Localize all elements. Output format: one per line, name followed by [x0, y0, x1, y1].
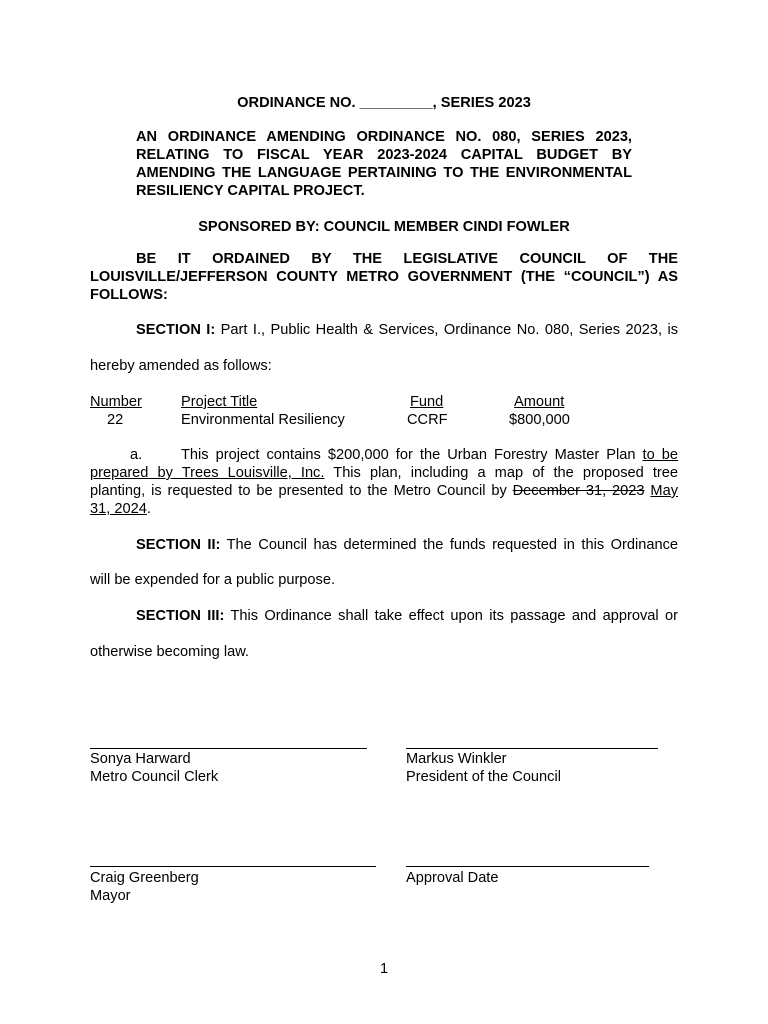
title-line: AMENDING THE LANGUAGE PERTAINING TO THE ENVIRONMENTAL — [136, 165, 632, 181]
section-3-line-1 — [136, 607, 678, 625]
paragraph-a-text: This plan, including a map of the proposed tree — [324, 465, 679, 481]
row-fund: CCRF — [407, 412, 448, 428]
section-3-text: This Ordinance shall take effect upon its passage and approval or — [224, 608, 679, 624]
sponsor-line: SPONSORED BY: COUNCIL MEMBER CINDI FOWLER — [198, 219, 570, 235]
signature-line-clerk — [90, 748, 367, 749]
inserted-text: to be — [642, 447, 678, 463]
clerk-title: Metro Council Clerk — [90, 769, 219, 785]
inserted-text: prepared by Trees Louisville, Inc. — [90, 465, 325, 481]
table-header-amount: Amount — [514, 394, 565, 410]
section-1-label: SECTION I: — [136, 322, 216, 338]
clerk-name: Sonya Harward — [90, 751, 191, 767]
page-number: 1 — [379, 961, 389, 977]
section-1-line-1 — [136, 321, 678, 339]
table-header-number: Number — [90, 394, 142, 410]
signature-line-mayor — [90, 866, 376, 867]
president-title: President of the Council — [406, 769, 561, 785]
project-table — [90, 393, 678, 433]
paragraph-a-text: planting, is requested to be presented to the Metro Council by — [90, 483, 513, 499]
inserted-text: May — [650, 483, 678, 499]
title-line: RELATING TO FISCAL YEAR 2023-2024 CAPITAL BUDGET BY — [136, 147, 632, 163]
inserted-text: 31, 2024 — [90, 501, 147, 517]
preamble-line: LOUISVILLE/JEFFERSON COUNTY METRO GOVERNMENT (THE “COUNCIL”) AS — [90, 269, 678, 285]
paragraph-a-line-3 — [90, 482, 678, 500]
section-2-text: The Council has determined the funds requested in this Ordinance — [220, 537, 678, 553]
row-amount: $800,000 — [509, 412, 570, 428]
table-header-title: Project Title — [181, 394, 258, 410]
preamble — [90, 250, 678, 304]
section-2-label: SECTION II: — [136, 537, 221, 553]
ordinance-number-heading: ORDINANCE NO. _________, SERIES 2023 — [237, 95, 531, 111]
row-title: Environmental Resiliency — [181, 412, 345, 428]
paragraph-a-text: This project contains $200,000 for the Urban Forestry Master Plan — [181, 447, 643, 463]
signature-line-president — [406, 748, 658, 749]
section-3-line-2: otherwise becoming law. — [90, 644, 249, 660]
ordinance-title — [136, 128, 632, 200]
paragraph-a-line-1 — [181, 446, 678, 464]
section-1-text: Part I., Public Health & Services, Ordinance No. 080, Series 2023, is — [215, 322, 678, 338]
table-header-fund: Fund — [410, 394, 444, 410]
section-3-label: SECTION III: — [136, 608, 225, 624]
signature-line-approval-date — [406, 866, 649, 867]
title-line: RESILIENCY CAPITAL PROJECT. — [136, 183, 365, 199]
mayor-name: Craig Greenberg — [90, 870, 199, 886]
paragraph-a-marker: a. — [130, 447, 143, 463]
paragraph-a-line-4 — [90, 500, 151, 518]
section-2-line-1 — [136, 536, 678, 554]
paragraph-a-text: . — [146, 501, 151, 517]
section-1-line-2: hereby amended as follows: — [90, 358, 272, 374]
president-name: Markus Winkler — [406, 751, 507, 767]
paragraph-a-line-2 — [90, 464, 678, 482]
section-2-line-2: will be expended for a public purpose. — [90, 572, 336, 588]
mayor-title: Mayor — [90, 888, 131, 904]
deleted-text: December 31, 2023 — [512, 483, 645, 499]
preamble-line: FOLLOWS: — [90, 287, 168, 303]
preamble-line: BE IT ORDAINED BY THE LEGISLATIVE COUNCIL OF THE — [136, 251, 678, 267]
title-line: AN ORDINANCE AMENDING ORDINANCE NO. 080, SERIES 2023, — [136, 129, 632, 145]
approval-date-label: Approval Date — [406, 870, 499, 886]
row-number: 22 — [107, 412, 124, 428]
